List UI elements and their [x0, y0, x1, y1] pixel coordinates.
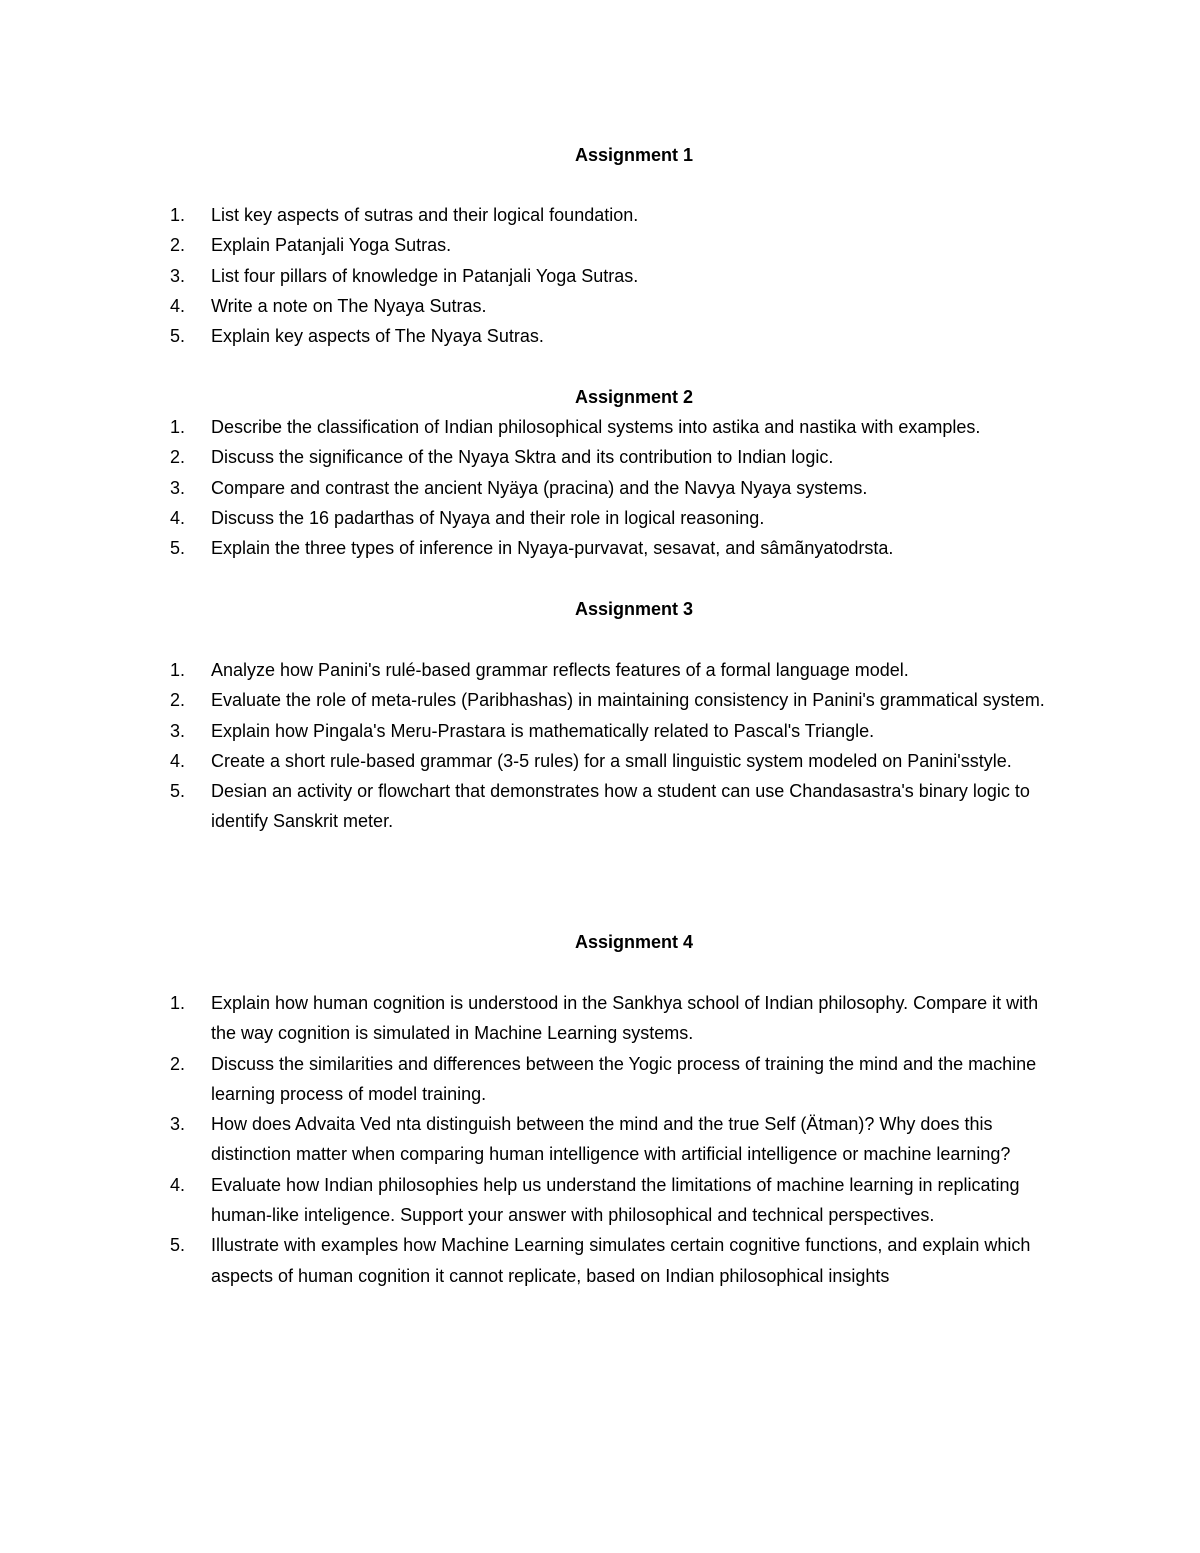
- item-text: Explain key aspects of The Nyaya Sutras.: [211, 326, 544, 347]
- item-number: 3.: [170, 477, 186, 498]
- item-text: Describe the classification of Indian philosophical systems into astika and nastika with examples.: [211, 417, 981, 437]
- list-item: [0, 776, 1200, 837]
- item-number: 5.: [170, 781, 186, 802]
- item-number: 4.: [170, 507, 186, 528]
- item-number: 3.: [170, 1114, 186, 1135]
- item-text: Discuss the 16 padarthas of Nyaya and their role in logical reasoning.: [211, 507, 765, 528]
- item-text: Compare and contrast the ancient Nyäya (pracina) and the Navya Nyaya systems.: [211, 477, 868, 498]
- assignment-4-heading: Assignment 4: [574, 932, 694, 952]
- assignment-1-list: [0, 200, 1200, 351]
- item-text: Evaluate how Indian philosophies help us understand the limitations of machine learning in replicating human-like inteligence. Support your answer with philosophical and technical perspectives.: [211, 1174, 1020, 1226]
- item-text: Analyze how Panini's rulé-based grammar reflects features of a formal language model.: [211, 660, 909, 680]
- list-item: [0, 685, 1200, 715]
- item-number: 4.: [170, 1174, 186, 1195]
- item-text: Explain Patanjali Yoga Sutras.: [211, 235, 452, 256]
- item-number: 5.: [170, 538, 186, 559]
- list-item: [0, 655, 1200, 685]
- item-number: 1.: [170, 660, 186, 680]
- item-number: 1.: [170, 993, 186, 1013]
- list-item: [0, 988, 1200, 1049]
- assignment-3-heading: Assignment 3: [574, 599, 694, 619]
- item-number: 1.: [170, 417, 186, 437]
- list-item: [0, 1170, 1200, 1231]
- list-item: [0, 321, 1200, 351]
- list-item: [0, 412, 1200, 442]
- list-item: [0, 291, 1200, 321]
- list-item: [0, 1109, 1200, 1170]
- list-item: [0, 1049, 1200, 1110]
- item-text: Discuss the significance of the Nyaya Sktra and its contribution to Indian logic.: [211, 447, 834, 468]
- list-item: [0, 230, 1200, 260]
- item-text: Explain how Pingala's Meru-Prastara is mathematically related to Pascal's Triangle.: [211, 720, 875, 741]
- item-text: Explain how human cognition is understood in the Sankhya school of Indian philosophy. Compare it with the way cognition is simulated in Machine Learning systems.: [211, 993, 1039, 1044]
- item-text: List key aspects of sutras and their logical foundation.: [211, 205, 639, 225]
- item-text: Evaluate the role of meta-rules (Paribhashas) in maintaining consistency in Panini's grammatical system.: [211, 690, 1045, 711]
- assignment-1-heading: Assignment 1: [574, 145, 694, 165]
- item-number: 2.: [170, 690, 186, 711]
- item-number: 2.: [170, 447, 186, 468]
- item-text: Discuss the similarities and differences between the Yogic process of training the mind and the machine learning process of model training.: [211, 1053, 1037, 1104]
- list-item: [0, 503, 1200, 533]
- list-item: [0, 473, 1200, 503]
- assignment-2-heading: Assignment 2: [574, 387, 694, 407]
- list-item: [0, 716, 1200, 746]
- item-number: 2.: [170, 1053, 186, 1074]
- item-number: 4.: [170, 750, 186, 771]
- item-text: Desian an activity or flowchart that demonstrates how a student can use Chandasastra's binary logic to identify Sanskrit meter.: [211, 781, 1030, 832]
- item-number: 2.: [170, 235, 186, 256]
- item-number: 3.: [170, 720, 186, 741]
- item-text: Explain the three types of inference in Nyaya-purvavat, sesavat, and sâmãnyatodrsta.: [211, 538, 894, 559]
- assignment-3-list: [0, 655, 1200, 837]
- item-text: How does Advaita Ved nta distinguish between the mind and the true Self (Ätman)? Why does this distinction matter when comparing human intelligence with artificial intelligence or machine learning?: [211, 1114, 1011, 1165]
- item-text: Illustrate with examples how Machine Learning simulates certain cognitive functions, and explain which aspects of human cognition it cannot replicate, based on Indian philosophical insights: [211, 1235, 1031, 1286]
- list-item: [0, 746, 1200, 776]
- item-number: 4.: [170, 295, 186, 316]
- list-item: [0, 442, 1200, 472]
- assignment-4-list: [0, 988, 1200, 1291]
- item-number: 5.: [170, 326, 186, 347]
- list-item: [0, 261, 1200, 291]
- item-text: Create a short rule-based grammar (3-5 rules) for a small linguistic system modeled on Panini'sstyle.: [211, 750, 1012, 771]
- assignment-2-list: [0, 412, 1200, 563]
- item-number: 3.: [170, 265, 186, 286]
- item-number: 5.: [170, 1235, 186, 1256]
- list-item: [0, 200, 1200, 230]
- item-text: List four pillars of knowledge in Patanjali Yoga Sutras.: [211, 265, 639, 286]
- list-item: [0, 533, 1200, 563]
- item-text: Write a note on The Nyaya Sutras.: [211, 295, 487, 316]
- item-number: 1.: [170, 205, 186, 225]
- list-item: [0, 1230, 1200, 1291]
